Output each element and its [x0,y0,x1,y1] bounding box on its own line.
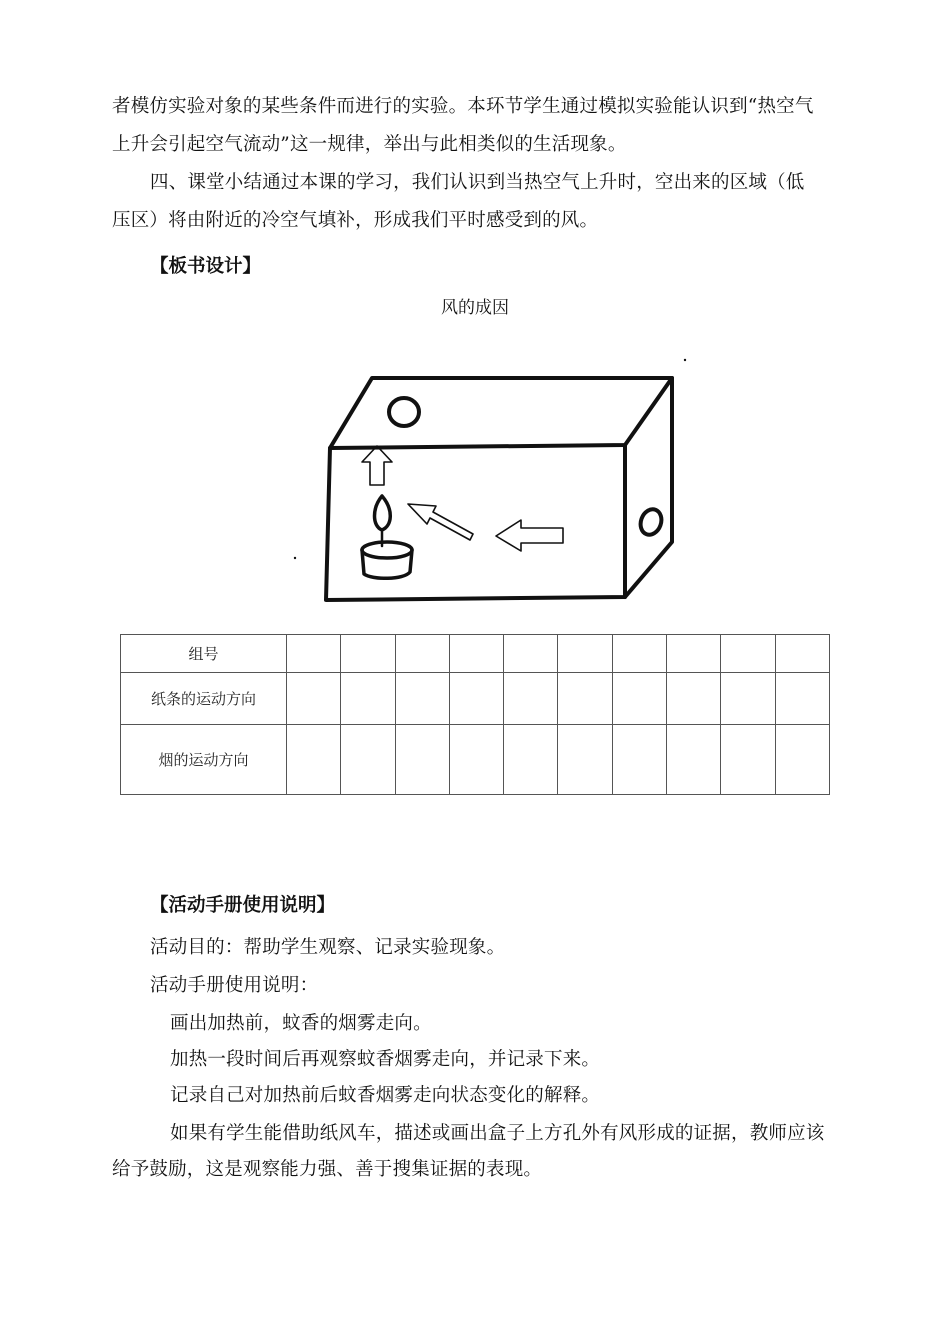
handbook-note-line-2: 给予鼓励，这是观察能力强、善于搜集证据的表现。 [112,1159,543,1180]
table-cell[interactable] [341,635,395,673]
table-cell[interactable] [449,725,503,795]
table-cell[interactable] [775,673,829,725]
table-cell[interactable] [395,725,449,795]
flame-icon [375,496,391,530]
table-cell[interactable] [612,673,666,725]
table-cell[interactable] [341,725,395,795]
record-table [120,634,830,795]
paragraph-line-1: 者模仿实验对象的某些条件而进行的实验。本环节学生通过模拟实验能认识到“热空气 [112,96,814,117]
handbook-step-2: 加热一段时间后再观察蚊香烟雾走向，并记录下来。 [170,1049,601,1070]
table-row [121,635,830,673]
table-cell[interactable] [395,673,449,725]
table-row [121,725,830,795]
table-cell[interactable] [667,725,721,795]
row-label-smoke-direction: 烟的运动方向 [121,725,287,795]
table-row [121,673,830,725]
table-cell[interactable] [667,635,721,673]
table-cell[interactable] [775,635,829,673]
handbook-purpose: 活动目的：帮助学生观察、记录实验现象。 [150,937,506,958]
arrow-up-icon [362,446,392,485]
table-cell[interactable] [558,673,612,725]
handbook-usage-title: 活动手册使用说明： [150,975,319,996]
table-cell[interactable] [287,673,341,725]
candle-icon [362,542,412,578]
diagram-title: 风的成因 [441,298,509,318]
table-cell[interactable] [449,635,503,673]
table-cell[interactable] [504,725,558,795]
handbook-note-line-1: 如果有学生能借助纸风车，描述或画出盒子上方孔外有风形成的证据，教师应该 [170,1123,825,1144]
board-design-heading: 【板书设计】 [150,256,262,277]
handbook-step-3: 记录自己对加热前后蚊香烟雾走向状态变化的解释。 [170,1085,601,1106]
handbook-heading: 【活动手册使用说明】 [150,895,336,916]
top-hole-icon [389,398,419,426]
table-cell[interactable] [775,725,829,795]
table-cell[interactable] [287,725,341,795]
table-cell[interactable] [721,725,775,795]
table-cell[interactable] [341,673,395,725]
row-label-group-number: 组号 [121,635,287,673]
table-cell[interactable] [721,673,775,725]
paragraph-line-2: 上升会引起空气流动”这一规律，举出与此相类似的生活现象。 [112,134,627,155]
table-cell[interactable] [667,673,721,725]
row-label-paper-direction: 纸条的运动方向 [121,673,287,725]
arrow-diagonal-icon [408,504,473,540]
table-cell[interactable] [504,673,558,725]
paragraph-line-4: 压区）将由附近的冷空气填补，形成我们平时感受到的风。 [112,210,599,231]
wind-cause-diagram [280,340,720,620]
side-hole-icon [637,506,665,537]
handbook-step-1: 画出加热前，蚊香的烟雾走向。 [170,1013,432,1034]
table-cell[interactable] [287,635,341,673]
arrow-left-icon [496,520,563,551]
table-cell[interactable] [395,635,449,673]
table-cell[interactable] [721,635,775,673]
table-cell[interactable] [612,635,666,673]
paragraph-line-3: 四、课堂小结通过本课的学习，我们认识到当热空气上升时，空出来的区域（低 [150,172,805,193]
table-cell[interactable] [449,673,503,725]
table-cell[interactable] [558,635,612,673]
table-cell[interactable] [558,725,612,795]
table-cell[interactable] [504,635,558,673]
box-outline [326,378,672,600]
table-cell[interactable] [612,725,666,795]
